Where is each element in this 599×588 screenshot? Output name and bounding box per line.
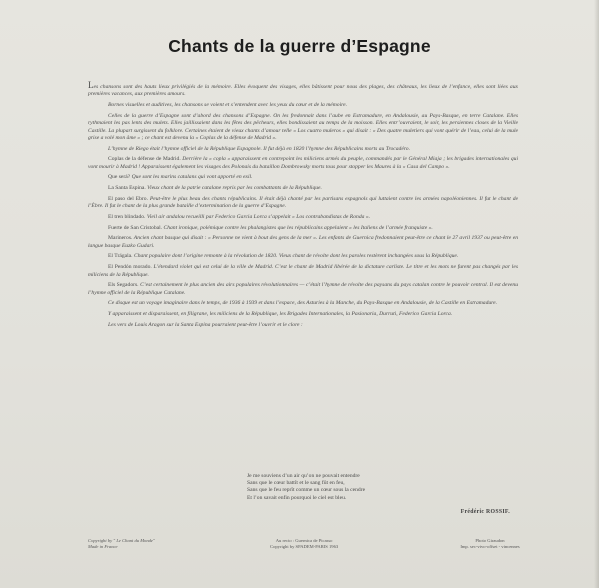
paragraph-text: Celles de la guerre d’Espagne sont d’abord des chansons d’Espagne. On les fredonnait dans l’aube en Estramadure, en Andalousie, au Pays-Basque, en terre Catalane. Elles rythmaient les pas lents des mulets. Elles jaillissaient dans les fêtes des pêcheurs, elles bondissaient au temps de la moisson. Elles entr’ouvraient, le soir, les persiennes closes de la Vieille Castille. La plupart surgissent du folklore. Certaines étaient de vieux chants d’amour telle « Los cuatro muleros » qui disait : « Des quatre muletiers qui vont quérir de l’eau, celui de la mule grise a volé mon âme » ; ce chant est devenu la « Coplas de la défense de Madrid ». <box>88 112 518 141</box>
song-title: Que será? <box>108 174 131 181</box>
paragraph-text: Les vers de Louis Aragon sur la Santa Espina pourraient peut-être l’ouvrir et le clore : <box>108 321 303 328</box>
liner-paragraph <box>88 253 518 260</box>
aragon-poem <box>247 473 447 502</box>
paragraph-text: Bornes visuelles et auditives, les chansons se voient et s’entendent avec les yeux du cœur et de la mémoire. <box>108 102 348 109</box>
paragraph-text: Y apparaissent et disparaissent, en filigrane, les miliciens de la République, les Brigades Internationales, la Pasionaria, Durruti, Federico Garcia Lorca. <box>108 311 453 318</box>
liner-paragraph <box>88 174 518 181</box>
liner-paragraph <box>88 322 518 329</box>
song-title: La Santa Espina. <box>108 185 146 192</box>
liner-paragraph <box>88 214 518 221</box>
poem-line: Je me souviens d’un air qu’on ne pouvait entendre <box>247 473 360 479</box>
liner-notes-body <box>88 82 518 333</box>
liner-paragraph <box>88 282 518 297</box>
poem-line: Sans que le feu reprît comme un cœur sous la cendre <box>247 487 366 494</box>
footer-photo-line: Photo Giraudon <box>475 538 505 543</box>
footer-printer-line: Imp. sec-vivo-offset - vincennes <box>460 544 520 550</box>
paragraph-text: L’hymne de Riego était l’hymne officiel de la République Espagnole. Il fut déjà en 1820 l’hymne des Républicains morts au Trocadéro. <box>108 145 410 152</box>
paragraph-text: Derrière la « copla » apparaissent en contrepoint les miliciens armés du peuple, commandés par le Général Miaja ; les brigades internationales qui vont mourir à Madrid ! Apparaissent également les visages des Polonais du bataillon Dombrowsky morts tous pour stopper les Maures à la « Casa del Campo ». <box>88 156 518 170</box>
paragraph-text: Peut-être le plus beau des chants républicains. Il était déjà chanté par les partisans espagnols qui luttaient contre les armées napoléoniennes. Il fut le chant de l’Èbre. Il fut le chant de la plus grande bataille d’extermination de la guerre d’Espagne. <box>88 195 518 210</box>
liner-paragraph <box>88 146 518 153</box>
footer-made-in: Made in France <box>88 544 118 550</box>
paragraph-text: Vieil air andalou recueilli par Federico Garcia Lorca s’appelait « Los contrabandistas de Ronda ». <box>145 213 371 220</box>
poem-line: Sans que le cœur battît et le sang fût en feu, <box>247 480 345 487</box>
liner-paragraph <box>88 264 518 279</box>
footer-cover-line: Au recto : Guernica de Picasso <box>275 538 333 543</box>
song-title: Fuerte de San Cristobal. <box>108 224 163 231</box>
liner-paragraph <box>88 196 518 211</box>
footer-cover-copyright: Copyright by SPADEM-PARIS 1963 <box>270 544 339 550</box>
song-title: El paso del Ebro. <box>108 195 148 202</box>
paragraph-text: Chant populaire dont l’origine remonte à la révolution de 1820. Vieux chant de révolte dont les paroles restèrent inchangées sous la République. <box>132 253 459 260</box>
paragraph-text: Les chansons sont des hauts lieux privilégiés de la mémoire. Elles évoquent des visages, elles bâtissent pour nous des plages, des châteaux, les lieux de l’enfance, elles sont liées aux premières vacances, aux premières amours. <box>88 80 518 98</box>
liner-paragraph <box>88 82 518 99</box>
liner-paragraph <box>88 102 518 109</box>
paragraph-text: Que sont les marins catalans qui vont apporté en exil. <box>130 174 253 181</box>
liner-paragraph <box>88 156 518 171</box>
liner-paragraph <box>88 300 518 307</box>
song-title: Coplas de la défense de Madrid. <box>108 156 181 163</box>
paragraph-text: C’est certainement le plus ancien des airs populaires révolutionnaires — c’était l’hymne de révolte des paysans du pays catalan contre le pouvoir central. Il est devenu l’hymne officiel de la République Catalane. <box>88 282 519 296</box>
footer-photo-credit <box>460 538 520 551</box>
paragraph-text: Vieux chant de la patrie catalane repris par les combattants de la République. <box>145 185 322 192</box>
song-title: El tren blindado. <box>108 213 146 220</box>
liner-paragraph <box>88 113 518 142</box>
song-title: El Pendón morado. <box>108 264 152 271</box>
song-title: Marineros. <box>108 235 133 242</box>
poem-line: Et l’on savait enfin pourquoi le ciel est bleu. <box>247 494 347 501</box>
author-signature: Frédéric ROSSIF. <box>460 509 510 515</box>
page-title: Chants de la guerre d’Espagne <box>168 36 431 56</box>
paragraph-text: L’étendard violet qui est celui de la ville de Madrid. C’est le chant de Madrid libérée de la dictature carliste. Le titre et les mots ne furent pas changés par les miliciens de la République. <box>88 264 518 278</box>
liner-paragraph <box>88 225 518 232</box>
paragraph-text: Chant ironique, polémique contre les phalangistes que les républicains appelaient « les Italiens de l’armée franquiste ». <box>162 224 433 231</box>
footer-copyright <box>88 538 155 551</box>
liner-paragraph <box>88 235 518 250</box>
paragraph-text: Ancien chant basque qui disait : « Personne ne vient à bout des gens de la mer ». Les enfants de Guernica fredonnaient peut-être ce chant le 27 avril 1937 ou peut-être en langue basque Euzko Gudari. <box>88 235 518 249</box>
song-title: El Trágala. <box>108 253 133 260</box>
liner-paragraph <box>88 311 518 318</box>
footer-cover-credit <box>270 538 338 551</box>
footer-copyright-line: Copyright by " Le Chant du Monde" <box>88 538 155 543</box>
paragraph-text: Ce disque est un voyage imaginaire dans le temps, de 1936 à 1939 et dans l’espace, des Asturies à la Manche, du Pays-Basque en Andalousie, de la Castille en Estramadure. <box>108 300 498 307</box>
liner-paragraph <box>88 185 518 192</box>
song-title: Els Segadors. <box>108 282 139 289</box>
